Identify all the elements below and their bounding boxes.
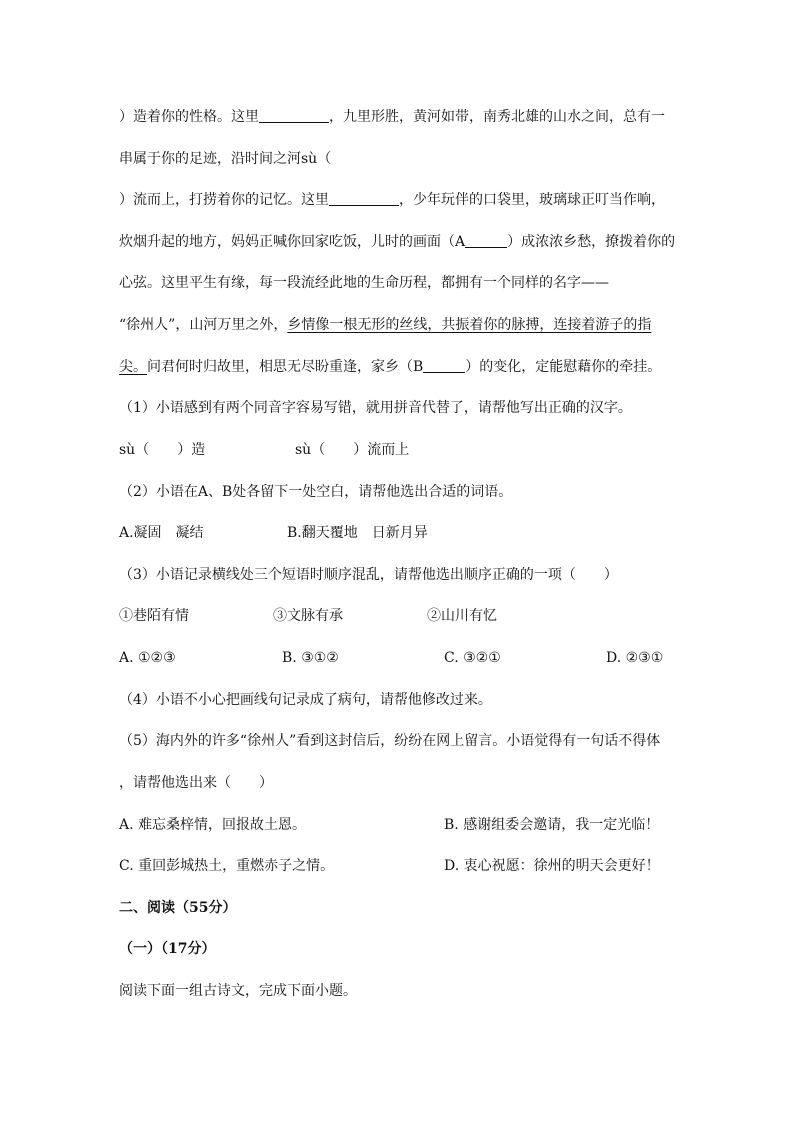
passage-line-2 — [119, 149, 689, 169]
passage-text: ）的变化，定能慰藉你的牵挂。 — [465, 359, 662, 375]
option-b[interactable]: B. 感谢组委会邀请，我一定光临！ — [444, 817, 660, 833]
option-a[interactable]: A.凝固 凝结 — [119, 525, 204, 541]
passage-line-5 — [119, 273, 689, 293]
phrase-item: ③文脉有承 — [273, 608, 343, 624]
option-b[interactable]: B. ③①② — [282, 650, 339, 666]
answer-item: sù（ ）造 — [119, 442, 206, 458]
fill-blank-1[interactable] — [259, 108, 329, 123]
passage-line-1 — [119, 107, 689, 127]
underlined-sentence: 乡情像一根无形的丝线，共振着你的脉搏，连接着游子的指 — [287, 317, 652, 333]
passage-line-4 — [119, 232, 689, 252]
fill-blank-a[interactable] — [465, 233, 507, 248]
answer-item: sù（ ）流而上 — [295, 442, 410, 458]
option-a[interactable]: A. ①②③ — [119, 650, 176, 666]
question-5-cont: ，请帮他选出来（ ） — [119, 775, 273, 791]
passage-line-7 — [119, 357, 689, 377]
passage-text: ）流而上，打捞着你的记忆。这里 — [119, 192, 329, 208]
option-c[interactable]: C. 重回彭城热土，重燃赤子之情。 — [119, 858, 335, 874]
fill-blank-b[interactable] — [423, 358, 465, 373]
subsection-title: （一）（17分） — [119, 941, 216, 957]
underlined-sentence: 尖。 — [119, 359, 147, 375]
section-instruction: 阅读下面一组古诗文，完成下面小题。 — [119, 983, 357, 999]
fill-blank-2[interactable] — [329, 191, 399, 206]
passage-line-3 — [119, 190, 689, 210]
question-5: （5）海内外的许多“徐州人”看到这封信后，纷纷在网上留言。小语觉得有一句话不得体 — [119, 733, 661, 749]
passage-text: 串属于你的足迹，沿时间之河sù（ — [119, 151, 332, 167]
option-c[interactable]: C. ③②① — [444, 650, 501, 666]
phrase-item: ②山川有忆 — [427, 608, 497, 624]
phrase-item: ①巷陌有情 — [119, 608, 189, 624]
passage-text: ）成浓浓乡愁，撩拨着你的 — [507, 234, 676, 250]
question-1: （1）小语感到有两个同音字容易写错，就用拼音代替了，请帮他写出正确的汉字。 — [119, 400, 632, 416]
question-2: （2）小语在A、B处各留下一处空白，请帮他选出合适的词语。 — [119, 484, 513, 500]
passage-line-6 — [119, 315, 689, 335]
option-d[interactable]: D. 衷心祝愿：徐州的明天会更好！ — [444, 858, 660, 874]
option-a[interactable]: A. 难忘桑梓情，回报故土恩。 — [119, 817, 307, 833]
option-d[interactable]: D. ②③① — [606, 650, 664, 666]
passage-text: 心弦。这里平生有缘，每一段流经此地的生命历程，都拥有一个同样的名字—— — [119, 275, 609, 291]
passage-text: ）造着你的性格。这里 — [119, 109, 259, 125]
question-3: （3）小语记录横线处三个短语时顺序混乱，请帮他选出顺序正确的一项（ ） — [119, 567, 618, 583]
passage-text: 炊烟升起的地方，妈妈正喊你回家吃饭，儿时的画面（A — [119, 234, 466, 250]
option-b[interactable]: B.翻天覆地 日新月异 — [287, 525, 428, 541]
section-title: 二、阅读（55分） — [119, 900, 237, 916]
passage-text: ，少年玩伴的口袋里，玻璃球正叮当作响， — [399, 192, 665, 208]
question-4: （4）小语不小心把画线句记录成了病句，请帮他修改过来。 — [119, 692, 492, 708]
passage-text: ，九里形胜，黄河如带，南秀北雄的山水之间，总有一 — [329, 109, 665, 125]
passage-text: 问君何时归故里，相思无尽盼重逢，家乡（B — [147, 359, 424, 375]
passage-text: “徐州人”，山河万里之外， — [119, 317, 288, 333]
